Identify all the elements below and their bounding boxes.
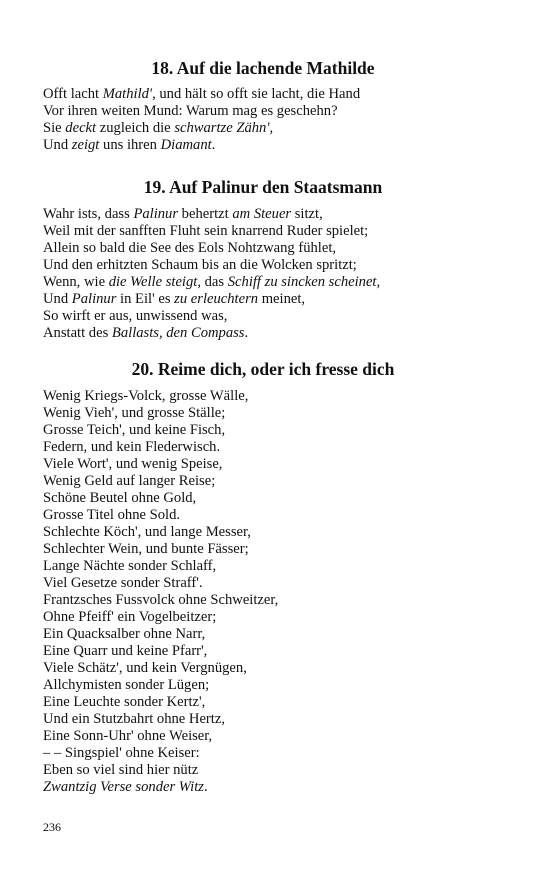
poem-line xyxy=(43,558,523,575)
line-text: . xyxy=(203,779,208,795)
poem-line xyxy=(43,257,523,274)
poem-line xyxy=(43,524,523,541)
italic-text: Ballasts, den Compass xyxy=(111,325,245,341)
poem-line xyxy=(43,643,523,660)
line-text: Schlechte Köch', und lange Messer, xyxy=(43,524,251,540)
line-text: Eine Sonn-Uhr' ohne Weiser, xyxy=(43,728,213,744)
poem-body xyxy=(43,206,523,342)
line-text: Und ein Stutzbahrt ohne Hertz, xyxy=(43,711,225,727)
italic-text: die Welle steigt, xyxy=(108,274,201,290)
line-text: meinet, xyxy=(258,291,306,307)
poem-line xyxy=(43,490,523,507)
line-text: behertzt xyxy=(178,206,233,222)
line-text: Und den erhitzten Schaum bis an die Wolcken spritzt; xyxy=(43,257,357,273)
line-text: Wenn, wie xyxy=(43,274,109,290)
line-text: Viele Schätz', und kein Vergnügen, xyxy=(43,660,247,676)
poem-line xyxy=(43,541,523,558)
poem-line xyxy=(43,206,523,223)
poem-body xyxy=(43,388,523,796)
poem-line xyxy=(43,274,523,291)
line-text: das xyxy=(200,274,228,290)
italic-text: Diamant xyxy=(160,137,212,153)
poem-body xyxy=(43,86,523,154)
line-text: Viel Gesetze sonder Straff'. xyxy=(43,575,203,591)
line-text: Eben so viel sind hier nütz xyxy=(43,762,199,778)
poem-line xyxy=(43,439,523,456)
line-text: Weil mit der sanfften Fluht sein knarrend Ruder spielet; xyxy=(43,223,369,239)
line-text: Eine Leuchte sonder Kertz', xyxy=(43,694,206,710)
line-text: Vor ihren weiten Mund: Warum mag es geschehn? xyxy=(43,103,338,119)
line-text: Federn, und kein Flederwisch. xyxy=(43,439,221,455)
poem-line xyxy=(43,456,523,473)
poem-line xyxy=(43,575,523,592)
poem-title: 20. Reime dich, oder ich fresse dich xyxy=(131,359,395,379)
poem-line xyxy=(43,473,523,490)
line-text: Offt lacht xyxy=(43,86,103,102)
poem-title: 18. Auf die lachende Mathilde xyxy=(151,58,375,78)
poem-line xyxy=(43,762,523,779)
italic-text: zu erleuchtern xyxy=(174,291,259,307)
line-text: Ein Quacksalber ohne Narr, xyxy=(43,626,206,642)
italic-text: Palinur xyxy=(133,206,179,222)
poem-18 xyxy=(43,57,523,154)
line-text: Und xyxy=(43,137,72,153)
italic-text: zeigt xyxy=(71,137,100,153)
poem-line xyxy=(43,677,523,694)
poem-line xyxy=(43,291,523,308)
poem-line xyxy=(43,137,523,154)
line-text: Wahr ists, dass xyxy=(43,206,134,222)
line-text: Anstatt des xyxy=(43,325,112,341)
line-text: zugleich die xyxy=(96,120,175,136)
line-text: Allchymisten sonder Lügen; xyxy=(43,677,210,693)
line-text: – – Singspiel' ohne Keiser: xyxy=(43,745,200,761)
italic-text: Palinur xyxy=(71,291,117,307)
line-text: Wenig Kriegs-Volck, grosse Wälle, xyxy=(43,388,249,404)
poem-line xyxy=(43,694,523,711)
poem-line xyxy=(43,86,523,103)
poem-line xyxy=(43,308,523,325)
line-text: . xyxy=(244,325,249,341)
line-text: Schlechter Wein, und bunte Fässer; xyxy=(43,541,249,557)
poem-line xyxy=(43,660,523,677)
poem-19 xyxy=(43,176,523,342)
line-text: Lange Nächte sonder Schlaff, xyxy=(43,558,217,574)
poem-line xyxy=(43,728,523,745)
line-text: Frantzsches Fussvolck ohne Schweitzer, xyxy=(43,592,279,608)
poem-line xyxy=(43,325,523,342)
line-text: Sie xyxy=(43,120,66,136)
italic-text: Schiff zu sincken scheinet, xyxy=(227,274,381,290)
poem-line xyxy=(43,388,523,405)
italic-text: deckt xyxy=(65,120,97,136)
poem-20 xyxy=(43,358,523,796)
poem-line xyxy=(43,223,523,240)
poem-line xyxy=(43,626,523,643)
poem-line xyxy=(43,609,523,626)
line-text: in Eil' es xyxy=(116,291,175,307)
line-text: Grosse Titel ohne Sold. xyxy=(43,507,181,523)
line-text: sitzt, xyxy=(291,206,323,222)
poem-line xyxy=(43,745,523,762)
line-text: Grosse Teich', und keine Fisch, xyxy=(43,422,226,438)
line-text: Viele Wort', und wenig Speise, xyxy=(43,456,223,472)
italic-text: Zwantzig Verse sonder Witz xyxy=(43,779,204,795)
poem-line xyxy=(43,240,523,257)
line-text: . xyxy=(211,137,216,153)
line-text: Eine Quarr und keine Pfarr', xyxy=(43,643,208,659)
line-text: uns ihren xyxy=(99,137,161,153)
poem-line xyxy=(43,103,523,120)
poem-line xyxy=(43,507,523,524)
poem-line xyxy=(43,422,523,439)
line-text: , und hält so offt sie lacht, die Hand xyxy=(152,86,361,102)
poem-line xyxy=(43,120,523,137)
line-text: Wenig Vieh', und grosse Ställe; xyxy=(43,405,226,421)
italic-text: Mathild' xyxy=(102,86,153,102)
poem-title: 19. Auf Palinur den Staatsmann xyxy=(143,177,383,197)
line-text: Wenig Geld auf langer Reise; xyxy=(43,473,216,489)
poem-line xyxy=(43,779,523,796)
page-number: 236 xyxy=(43,820,61,834)
italic-text: am Steuer xyxy=(232,206,292,222)
poem-line xyxy=(43,711,523,728)
italic-text: schwartze Zähn', xyxy=(174,120,274,136)
poem-line xyxy=(43,592,523,609)
poem-line xyxy=(43,405,523,422)
line-text: Allein so bald die See des Eols Nohtzwang fühlet, xyxy=(43,240,337,256)
line-text: Schöne Beutel ohne Gold, xyxy=(43,490,197,506)
line-text: Und xyxy=(43,291,72,307)
line-text: Ohne Pfeiff' ein Vogelbeitzer; xyxy=(43,609,217,625)
line-text: So wirft er aus, unwissend was, xyxy=(43,308,228,324)
